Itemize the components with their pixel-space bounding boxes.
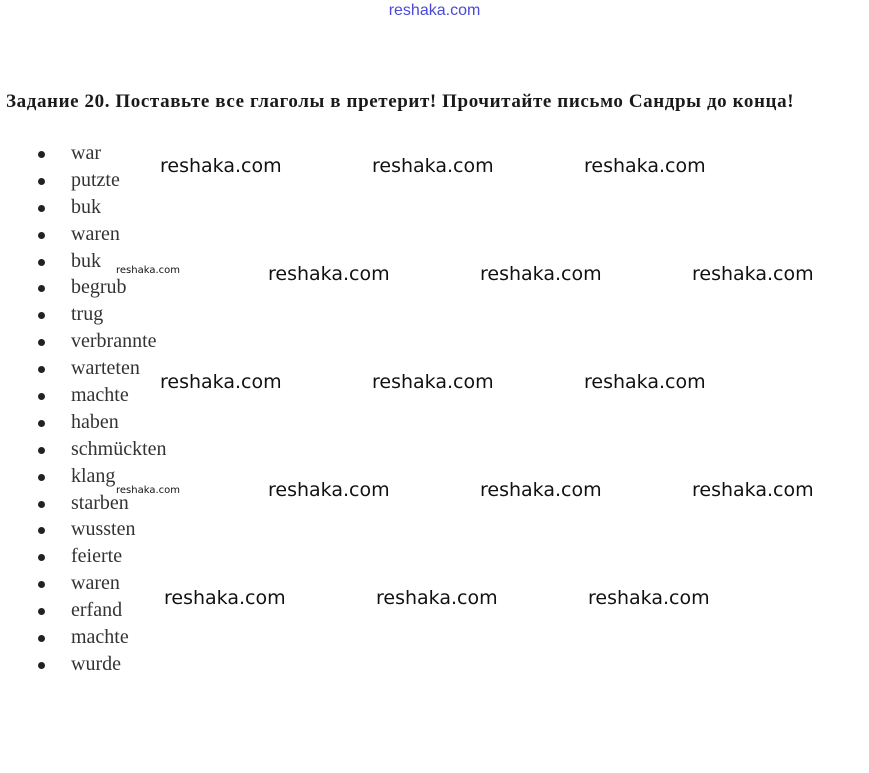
answer-word: trug	[71, 303, 104, 326]
answer-word: waren	[71, 572, 120, 595]
answer-word: klang	[71, 464, 116, 487]
watermark: reshaka.com	[268, 263, 390, 285]
bullet-icon	[38, 232, 45, 239]
answer-word: machte	[71, 384, 129, 407]
answer-word: waren	[71, 222, 120, 245]
bullet-icon	[38, 151, 45, 158]
watermark: reshaka.com	[164, 587, 286, 609]
answer-word: war	[71, 142, 101, 164]
watermark: reshaka.com	[376, 587, 498, 609]
bullet-icon	[38, 259, 45, 266]
bullet-icon	[38, 581, 45, 588]
answer-word: warteten	[71, 357, 140, 380]
answer-word: machte	[71, 626, 129, 649]
task-heading: Задание 20. Поставьте все глаголы в претерит! Прочитайте письмо Сандры до конца!	[6, 91, 795, 112]
answer-word: erfand	[71, 599, 123, 622]
bullet-icon	[38, 205, 45, 212]
answer-word: schmückten	[71, 437, 167, 460]
bullet-icon	[38, 447, 45, 454]
bullet-icon	[38, 554, 45, 561]
watermark: reshaka.com	[372, 371, 494, 393]
bullet-icon	[38, 608, 45, 615]
answer-word: wurde	[71, 652, 121, 675]
bullet-icon	[38, 662, 45, 669]
bullet-icon	[38, 393, 45, 400]
watermark: reshaka.com	[268, 479, 390, 501]
watermark: reshaka.com	[160, 371, 282, 393]
watermark: reshaka.com	[584, 155, 706, 177]
watermark: reshaka.com	[692, 263, 814, 285]
watermark: reshaka.com	[372, 155, 494, 177]
bullet-icon	[38, 312, 45, 319]
site-link[interactable]: reshaka.com	[388, 2, 481, 19]
watermark: reshaka.com	[480, 479, 602, 501]
answer-word: begrub	[71, 276, 127, 299]
answer-word: feierte	[71, 545, 123, 568]
answer-word: haben	[71, 410, 119, 433]
answer-word: wussten	[71, 518, 136, 541]
watermark: reshaka.com	[160, 155, 282, 177]
bullet-icon	[38, 420, 45, 427]
answer-word: verbrannte	[71, 330, 157, 353]
watermark: reshaka.com	[588, 587, 710, 609]
bullet-icon	[38, 527, 45, 534]
watermark-small: reshaka.com	[116, 485, 180, 496]
watermark: reshaka.com	[584, 371, 706, 393]
watermark-small: reshaka.com	[116, 265, 180, 276]
watermark: reshaka.com	[692, 479, 814, 501]
bullet-icon	[38, 178, 45, 185]
bullet-icon	[38, 635, 45, 642]
watermark: reshaka.com	[480, 263, 602, 285]
bullet-icon	[38, 474, 45, 481]
answer-word: putzte	[71, 168, 120, 191]
bullet-icon	[38, 366, 45, 373]
answer-word: buk	[71, 195, 101, 218]
bullet-icon	[38, 501, 45, 508]
answer-word: buk	[71, 249, 101, 272]
answer-word: starben	[71, 491, 129, 514]
bullet-icon	[38, 339, 45, 346]
bullet-icon	[38, 285, 45, 292]
